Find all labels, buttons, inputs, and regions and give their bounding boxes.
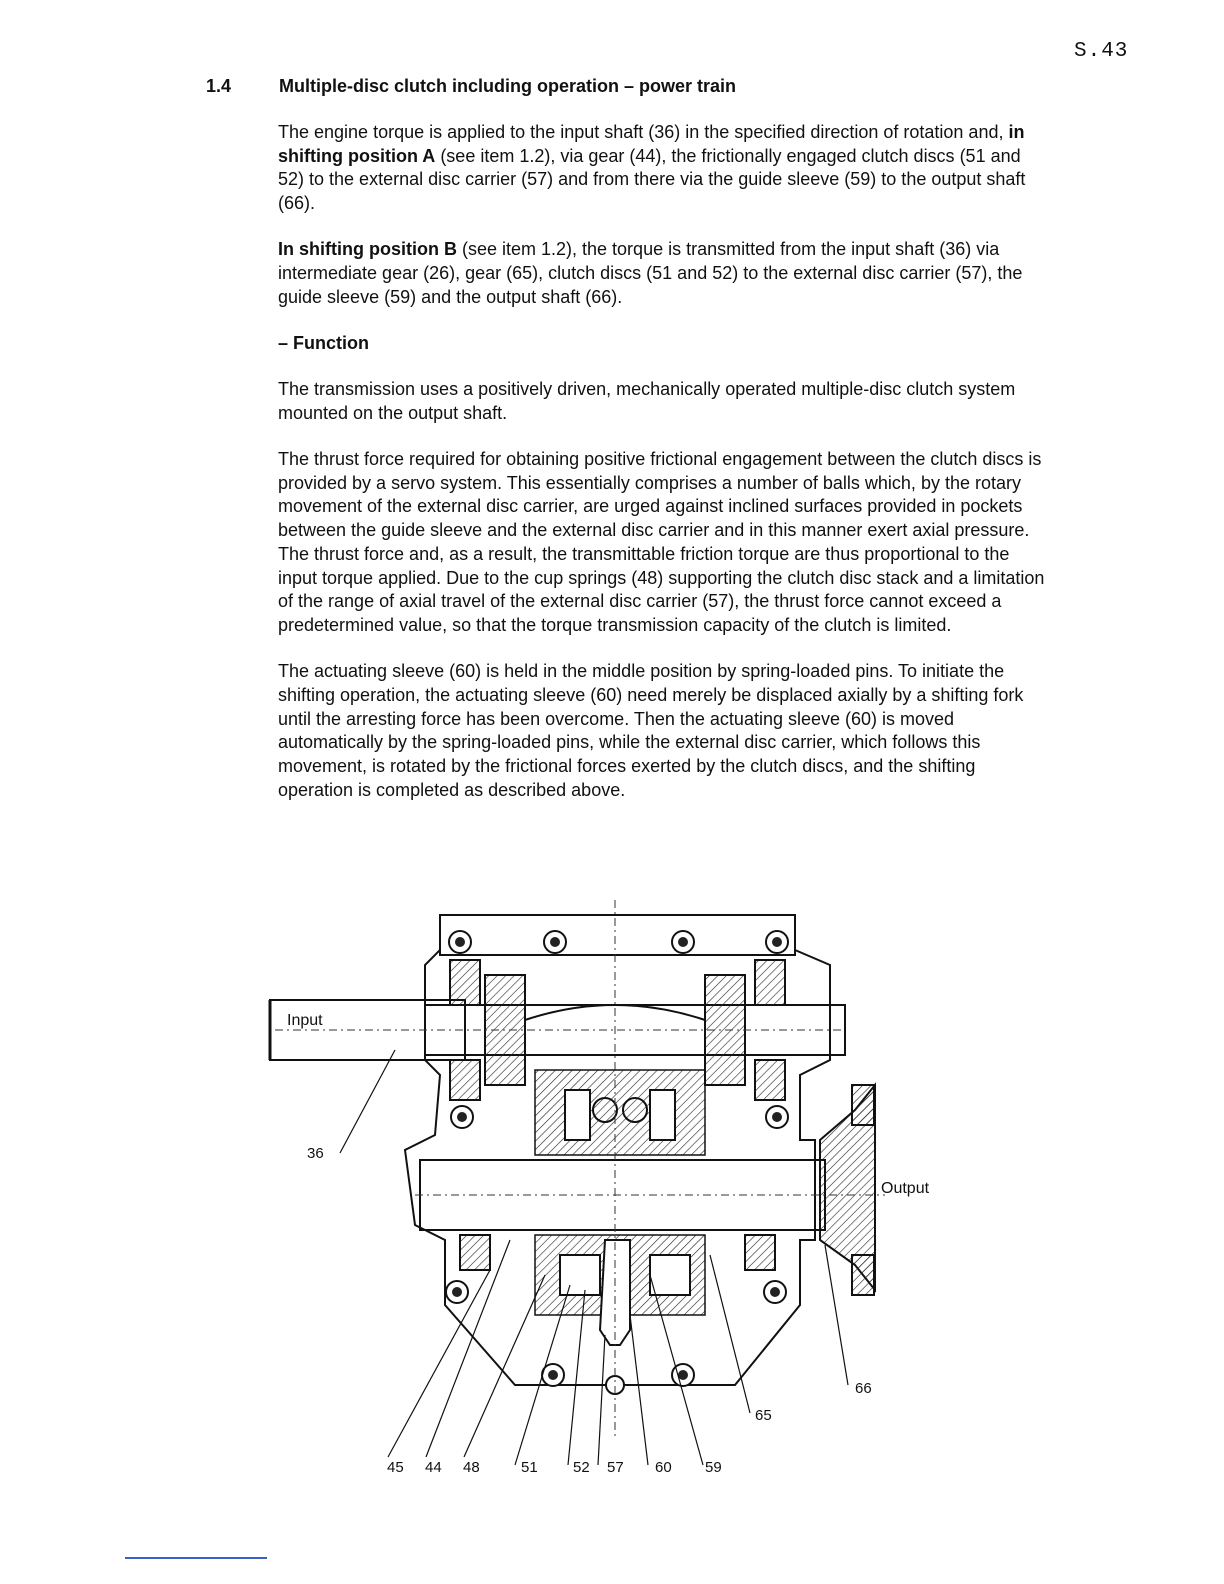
- paragraph-actuating-sleeve: The actuating sleeve (60) is held in the middle position by spring-loaded pins. To initiate the shifting operation, the actuating sleeve (60) need merely be displaced axially by a shifting fork until the arresting force has been overcome. Then the actuating sleeve (60) is moved automatically by the spring-loaded pins, while the external disc carrier, which follows this movement, is rotated by the frictional forces exerted by the clutch discs, and the shifting operation is completed as described above.: [278, 661, 1024, 800]
- leader-48: [464, 1275, 545, 1457]
- input-label: Input: [287, 1012, 323, 1029]
- section-number: 1.4: [206, 76, 232, 96]
- leader-44: [426, 1240, 510, 1457]
- leader-45: [388, 1270, 490, 1457]
- leader-60: [630, 1315, 648, 1465]
- body-text: [278, 121, 1048, 825]
- paragraph-transmission: The transmission uses a positively driven, mechanically operated multiple-disc clutch system mounted on the output shaft.: [278, 379, 1016, 423]
- callout-60: 60: [655, 1459, 672, 1476]
- function-heading: – Function: [278, 332, 369, 353]
- paragraph-thrust-force: The thrust force required for obtaining positive frictional engagement between the clutch discs is provided by a servo system. This essentially comprises a number of balls which, by the rotary movement of the external disc carrier, are urged against inclined surfaces provided in pockets between the guide sleeve and the external disc carrier and in this manner exert axial pressure. The thrust force and, as a result, the transmittable friction torque are thus proportional to the input torque applied. Due to the cup springs (48) supporting the clutch disc stack and a limitation of the range of axial travel of the external disc carrier (57), the thrust force cannot exceed a predetermined value, so that the torque transmission capacity of the clutch is limited.: [278, 449, 1045, 635]
- emphasis-position-a: in shifting position A: [278, 122, 1025, 166]
- callout-65: 65: [755, 1407, 772, 1424]
- leader-65: [710, 1255, 750, 1413]
- clutch-cross-section-figure: [255, 895, 975, 1495]
- clutch-drawing: [255, 895, 975, 1495]
- callout-36: 36: [307, 1145, 324, 1162]
- top-cover: [440, 915, 795, 955]
- leader-52: [568, 1290, 585, 1465]
- leader-66: [825, 1245, 848, 1385]
- emphasis-position-b: In shifting position B: [278, 239, 457, 260]
- footer-rule: [125, 1557, 267, 1559]
- leader-36: [340, 1050, 395, 1153]
- callout-52: 52: [573, 1459, 590, 1476]
- callout-66: 66: [855, 1380, 872, 1397]
- output-label: Output: [881, 1180, 930, 1197]
- leader-57: [598, 1335, 605, 1465]
- callout-44: 44: [425, 1459, 442, 1476]
- paragraph-shifting-a: The engine torque is applied to the input shaft (36) in the specified direction of rotation and, in shifting position A (see item 1.2), via gear (44), the frictionally engaged clutch discs (51 and 52) to the external disc carrier (57) and from there via the guide sleeve (59) to the output shaft (66).: [278, 122, 1026, 214]
- callout-59: 59: [705, 1459, 722, 1476]
- callout-51: 51: [521, 1459, 538, 1476]
- callout-45: 45: [387, 1459, 404, 1476]
- callout-48: 48: [463, 1459, 480, 1476]
- page-number: S.43: [1074, 40, 1129, 63]
- paragraph-shifting-b: In shifting position B (see item 1.2), the torque is transmitted from the input shaft (36) via intermediate gear (26), gear (65), clutch discs (51 and 52) to the external disc carrier (57), the guide sleeve (59) and the output shaft (66).: [278, 239, 1023, 307]
- section-title: Multiple-disc clutch including operation – power train: [279, 76, 737, 96]
- callout-57: 57: [607, 1459, 624, 1476]
